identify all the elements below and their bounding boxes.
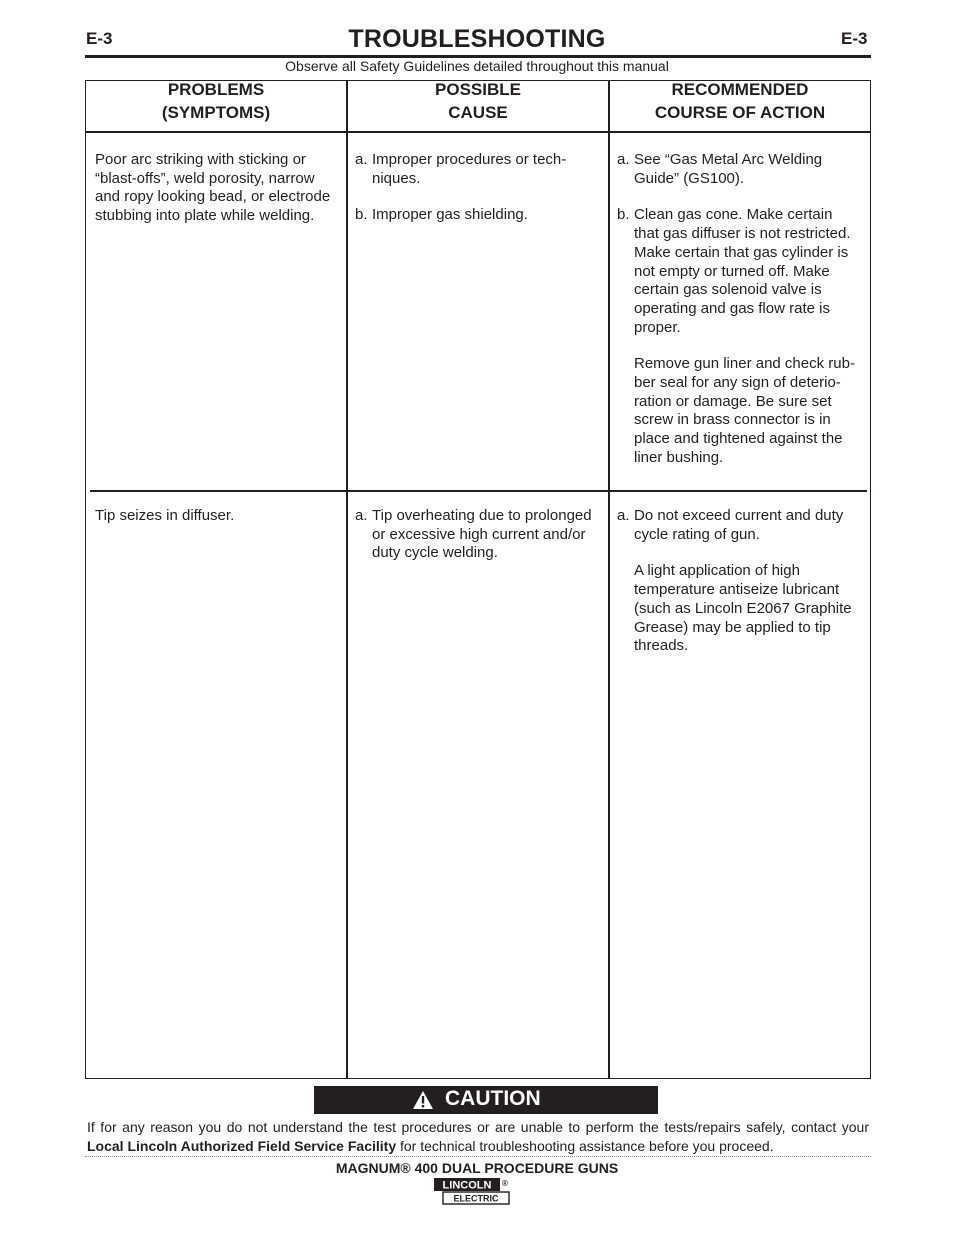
- text-line: Tip seizes in diffuser.: [95, 507, 235, 524]
- text-line: place and tightened against the: [634, 430, 843, 448]
- action-cell: [617, 507, 869, 656]
- header-rule: [85, 131, 871, 133]
- text-line: ber seal for any sign of deterio-: [634, 374, 841, 392]
- notice-text: for technical troubleshooting assistance before you proceed.: [396, 1138, 774, 1154]
- text-line: cycle rating of gun.: [634, 525, 760, 543]
- item-marker: b.: [617, 206, 630, 224]
- service-facility-text: Local Lincoln Authorized Field Service Facility: [87, 1138, 397, 1154]
- text-line: See “Gas Metal Arc Welding: [634, 151, 823, 168]
- safety-note: Observe all Safety Guidelines detailed throughout this manual: [285, 58, 669, 74]
- column-header-line: RECOMMENDED: [671, 80, 809, 99]
- text-line: (such as Lincoln E2067 Graphite: [634, 599, 852, 617]
- text-line: Poor arc striking with sticking or: [95, 151, 306, 168]
- column-header-line: (SYMPTOMS): [161, 103, 271, 122]
- column-header-problems: [86, 78, 346, 124]
- text-line: threads.: [634, 637, 689, 655]
- item-marker: a.: [355, 151, 368, 168]
- item-marker: a.: [355, 507, 368, 524]
- action-item: [617, 355, 869, 467]
- text-line: Guide” (GS100).: [634, 169, 745, 187]
- cause-item: [355, 151, 605, 188]
- action-cell: [617, 151, 869, 468]
- text-line: Tip overheating due to prolonged: [372, 507, 592, 524]
- action-item: [617, 151, 869, 188]
- text-line: Remove gun liner and check rub-: [634, 355, 855, 373]
- text-line: niques.: [372, 169, 421, 187]
- text-line: or excessive high current and/or: [372, 525, 586, 543]
- notice-text: If for any reason you do not understand the test procedures or are unable to perform the tests/repairs safely, contact your: [87, 1119, 869, 1135]
- column-header-line: POSSIBLE: [435, 80, 521, 99]
- problem-cell: [95, 507, 345, 526]
- footer-divider: [85, 1156, 871, 1157]
- text-line: A light application of high: [634, 562, 800, 580]
- text-line: liner bushing.: [634, 448, 724, 466]
- text-line: duty cycle welding.: [372, 544, 498, 562]
- text-line: and ropy looking bead, or electrode: [95, 188, 331, 206]
- text-line: Do not exceed current and duty: [634, 507, 844, 524]
- column-header-cause: [348, 78, 608, 124]
- text-line: certain gas solenoid valve is: [634, 281, 822, 299]
- column-divider: [346, 80, 348, 1079]
- cause-item: [355, 206, 605, 225]
- text-line: temperature antiseize lubricant: [634, 581, 840, 599]
- text-line: Clean gas cone. Make certain: [634, 206, 833, 224]
- caution-banner: [314, 1086, 658, 1114]
- caution-notice: [87, 1118, 869, 1156]
- action-item: [617, 206, 869, 337]
- item-marker: b.: [355, 206, 368, 224]
- item-marker: a.: [617, 151, 630, 168]
- svg-text:®: ®: [502, 1179, 508, 1188]
- page-code-right: E-3: [841, 29, 868, 48]
- column-header-line: CAUSE: [448, 103, 508, 122]
- text-line: Improper procedures or tech-: [372, 151, 567, 168]
- text-line: screw in brass connector is in: [634, 411, 831, 429]
- problem-cell: [95, 151, 345, 226]
- row-divider: [90, 490, 867, 492]
- text-line: that gas diffuser is not restricted.: [634, 225, 851, 243]
- text-line: not empty or turned off. Make: [634, 262, 830, 280]
- text-line: proper.: [634, 318, 681, 336]
- lincoln-electric-logo: [433, 1177, 511, 1205]
- item-marker: a.: [617, 507, 630, 524]
- caution-label: CAUTION: [445, 1087, 541, 1110]
- column-header-line: PROBLEMS: [167, 80, 265, 99]
- cause-item: [355, 507, 605, 563]
- svg-text:ELECTRIC: ELECTRIC: [453, 1193, 499, 1204]
- column-divider: [608, 80, 610, 1079]
- action-item: [617, 507, 869, 544]
- text-line: stubbing into plate while welding.: [95, 207, 315, 225]
- product-name: MAGNUM® 400 DUAL PROCEDURE GUNS: [335, 1160, 619, 1176]
- cause-cell: [355, 507, 605, 563]
- page-code-left: E-3: [86, 29, 113, 48]
- text-line: Make certain that gas cylinder is: [634, 243, 849, 261]
- column-header-line: COURSE OF ACTION: [654, 103, 826, 122]
- text-line: Grease) may be applied to tip: [634, 618, 831, 636]
- warning-triangle-icon: [412, 1090, 434, 1110]
- action-item: [617, 562, 869, 656]
- column-header-action: [610, 78, 870, 124]
- text-line: operating and gas flow rate is: [634, 299, 830, 317]
- page-title: TROUBLESHOOTING: [348, 25, 606, 53]
- svg-text:LINCOLN: LINCOLN: [442, 1179, 492, 1192]
- text-line: ration or damage. Be sure set: [634, 392, 832, 410]
- cause-cell: [355, 151, 605, 225]
- text-line: Improper gas shielding.: [372, 206, 528, 224]
- text-line: “blast-offs”, weld porosity, narrow: [95, 169, 315, 187]
